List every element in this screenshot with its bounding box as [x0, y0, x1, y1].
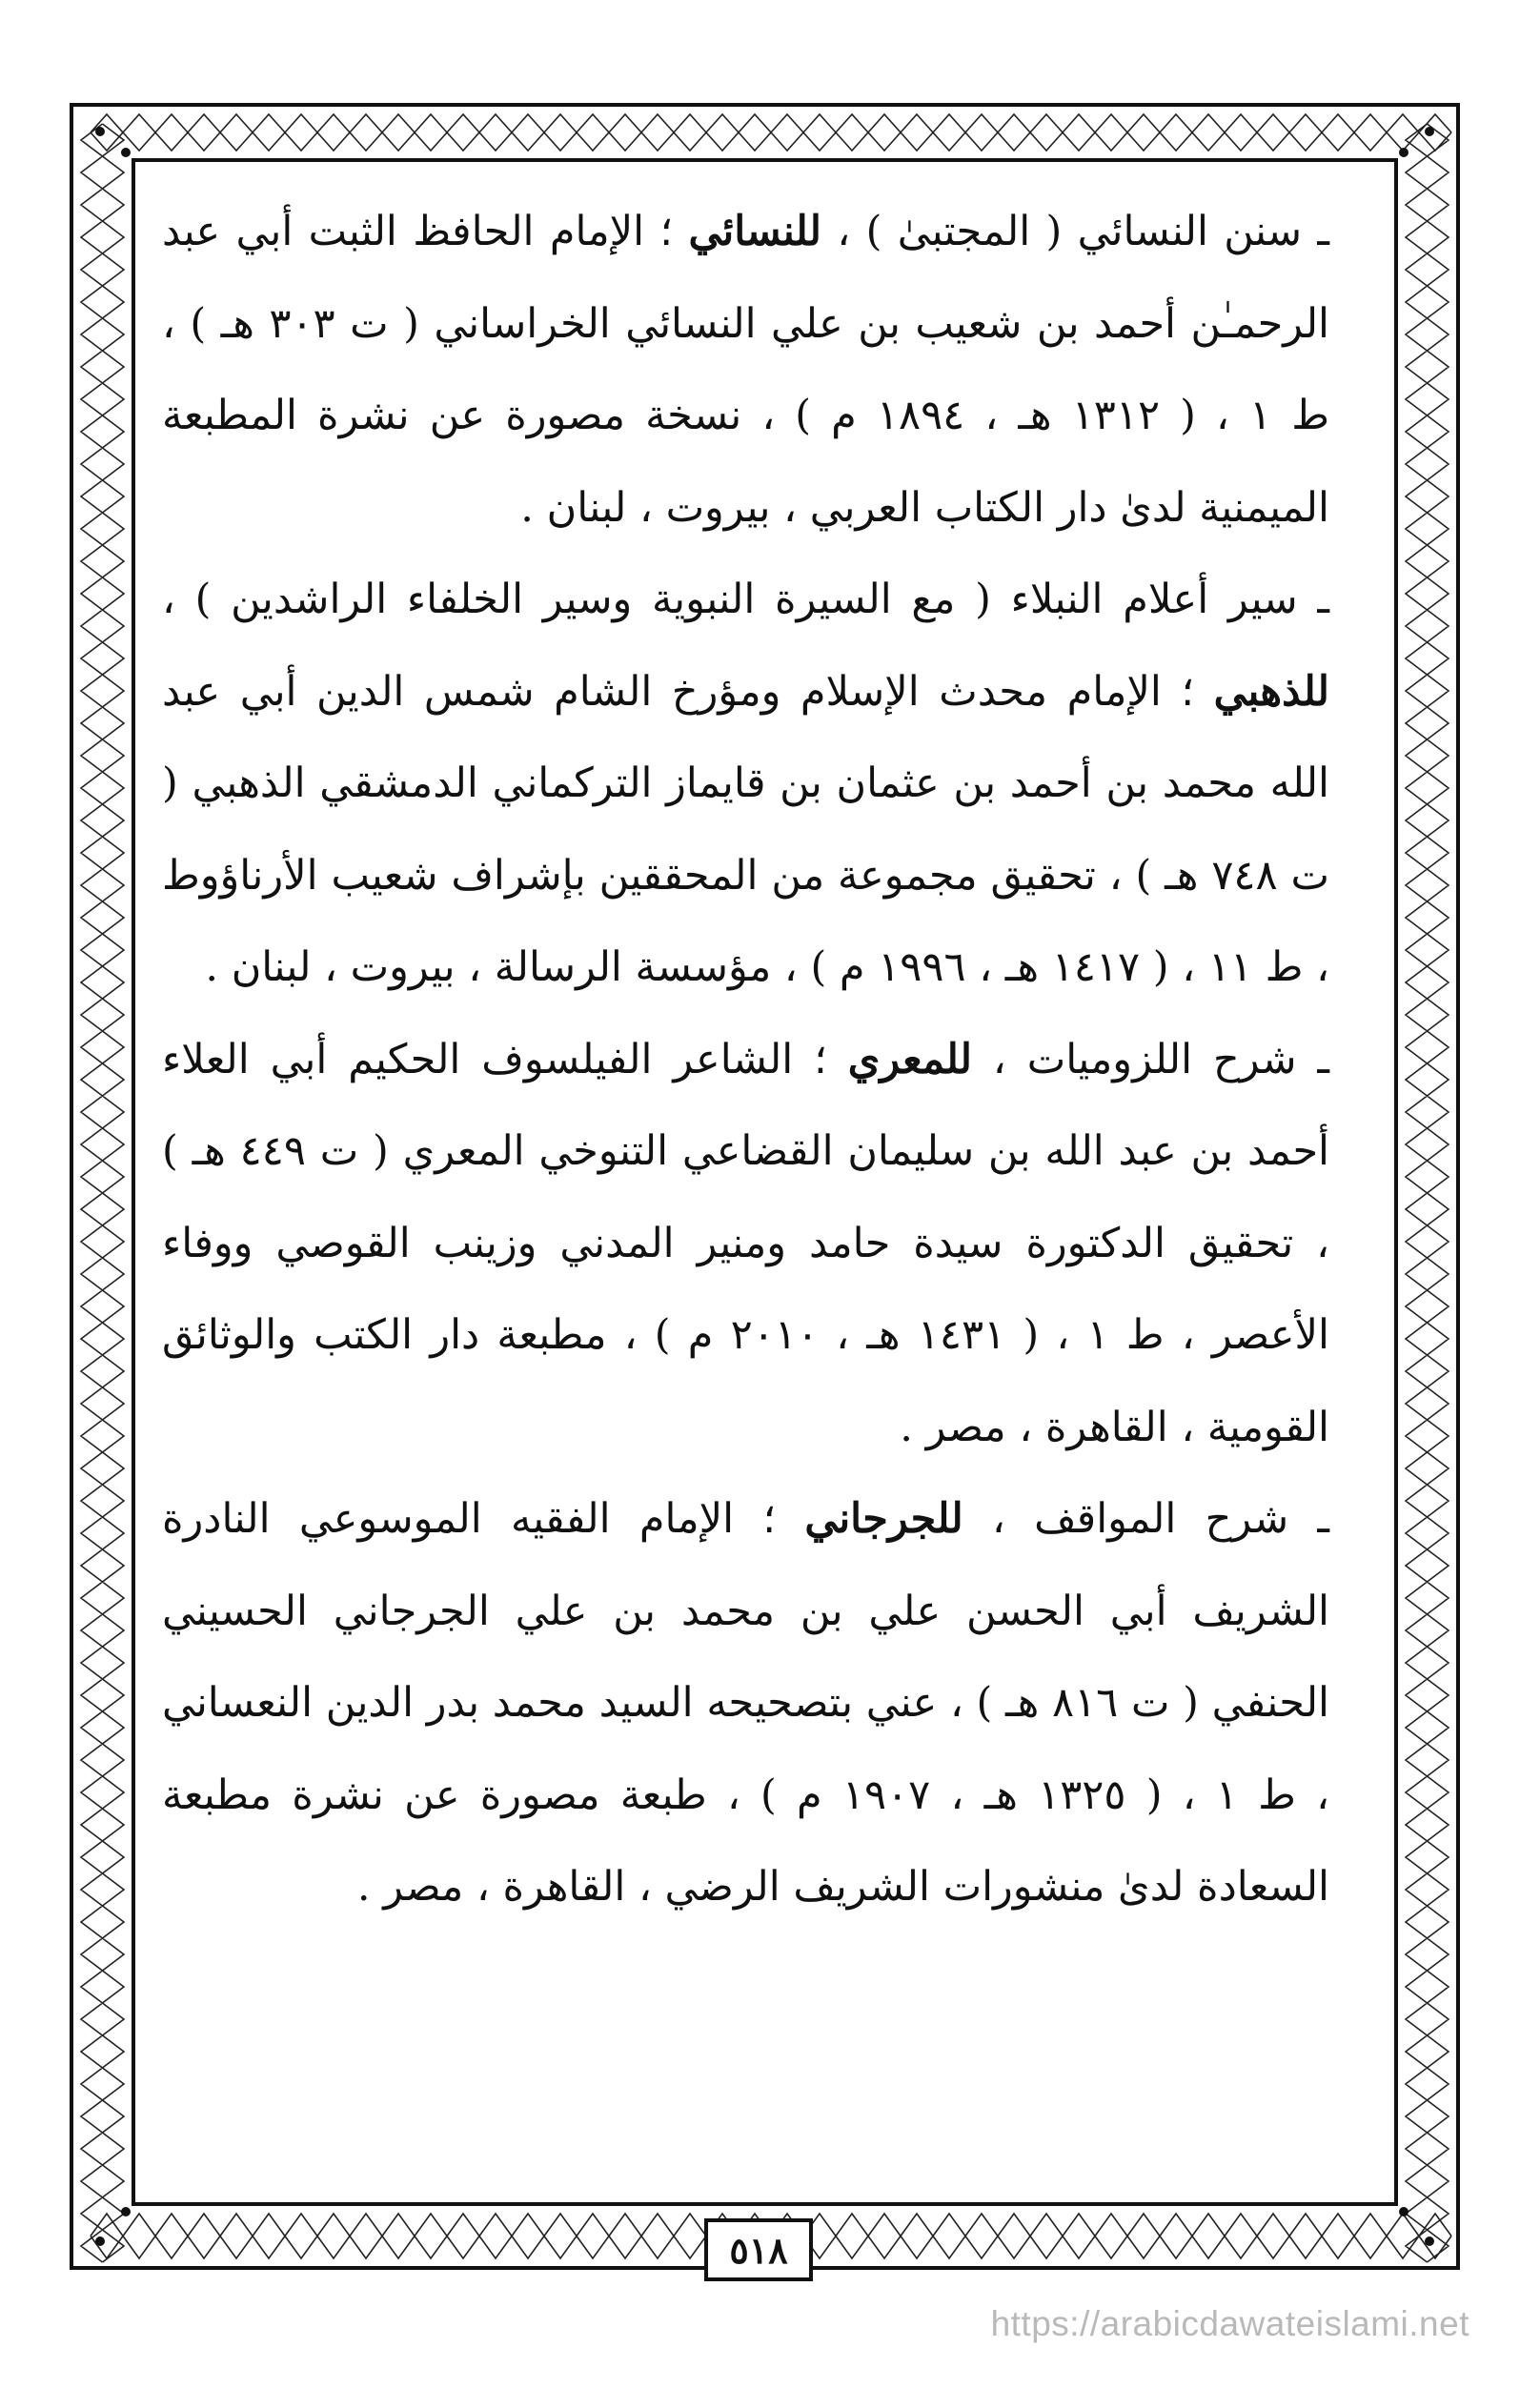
ornament-top-upper: [91, 114, 1451, 132]
corner-dot-5: [1399, 148, 1408, 157]
corner-dot-0: [95, 127, 105, 136]
entry-title: شرح اللزوميات ،: [972, 1035, 1297, 1083]
watermark-url: https://arabicdawateislami.net: [990, 2304, 1469, 2343]
entry-author: للمعري: [847, 1035, 973, 1083]
bibliography-entry: [162, 186, 1329, 554]
page-number: ٥١٨: [729, 2229, 788, 2272]
corner-dot-6: [121, 2207, 131, 2216]
ornament-left-outer: [81, 124, 103, 2262]
entry-details: ؛ الإمام محدث الإسلام ومؤرخ الشام شمس الدين أبي عبد الله محمد بن أحمد بن عثمان بن قايماز التركماني الدمشقي الذهبي ( ت ٧٤٨ هـ ) ، تحقيق مجموعة من المحققين بإشراف شعيب الأرناؤوط ، ط ١١ ، ( ١٤١٧ هـ ، ١٩٩٦ م ) ، مؤسسة الرسالة ، بيروت ، لبنان .: [162, 667, 1329, 991]
entry-author: للذهبي: [1213, 667, 1329, 716]
entry-title: سنن النسائي ( المجتبىٰ ) ،: [821, 208, 1303, 255]
corner-dot-1: [1425, 127, 1434, 136]
entry-dash: ـ: [1296, 1035, 1329, 1083]
entry-dash: ـ: [1288, 1495, 1329, 1543]
bibliography-entry: [162, 1473, 1329, 1933]
ornament-right-outer: [1406, 124, 1428, 2262]
corner-dot-3: [1425, 2236, 1434, 2246]
entry-title: شرح المواقف ،: [962, 1495, 1289, 1543]
bibliography-entry: [162, 1014, 1329, 1474]
corner-dot-2: [95, 2236, 105, 2246]
entry-dash: ـ: [1302, 208, 1329, 255]
bibliography-text: [162, 186, 1329, 2173]
entry-details: ؛ الشاعر الفيلسوف الحكيم أبي العلاء أحمد بن عبد الله بن سليمان القضاعي التنوخي المعري ( ت ٤٤٩ هـ ) ، تحقيق الدكتورة سيدة حامد ومنير المدني وزينب القوصي ووفاء الأعصر ، ط ١ ، ( ١٤٣١ هـ ، ٢٠١٠ م ) ، مطبعة دار الكتب والوثائق القومية ، القاهرة ، مصر .: [162, 1035, 1330, 1451]
bibliography-entry: [162, 554, 1329, 1014]
ornament-top-lower: [91, 132, 1451, 151]
entry-title: سير أعلام النبلاء ( مع السيرة النبوية وسير الخلفاء الراشدين ) ،: [162, 576, 1298, 623]
ornament-left-inner: [103, 124, 125, 2262]
entry-author: للنسائي: [688, 208, 822, 255]
entry-details: ؛ الإمام الفقيه الموسوعي النادرة الشريف أبي الحسن علي بن محمد بن علي الجرجاني الحسيني الحنفي ( ت ٨١٦ هـ ) ، عني بتصحيحه السيد محمد بدر الدين النعساني ، ط ١ ، ( ١٣٢٥ هـ ، ١٩٠٧ م ) ، طبعة مصورة عن نشرة مطبعة السعادة لدىٰ منشورات الشريف الرضي ، القاهرة ، مصر .: [162, 1495, 1329, 1911]
corner-dot-4: [121, 148, 131, 157]
corner-dot-7: [1399, 2207, 1408, 2216]
entry-dash: ـ: [1297, 576, 1329, 623]
ornament-right-inner: [1428, 124, 1449, 2262]
entry-details: ؛ الإمام الحافظ الثبت أبي عبد الرحمـٰن أحمد بن شعيب بن علي النسائي الخراساني ( ت ٣٠٣ هـ ) ، ط ١ ، ( ١٣١٢ هـ ، ١٨٩٤ م ) ، نسخة مصورة عن نشرة المطبعة الميمنية لدىٰ دار الكتاب العربي ، بيروت ، لبنان .: [162, 208, 1329, 532]
entry-author: للجرجاني: [804, 1495, 963, 1543]
